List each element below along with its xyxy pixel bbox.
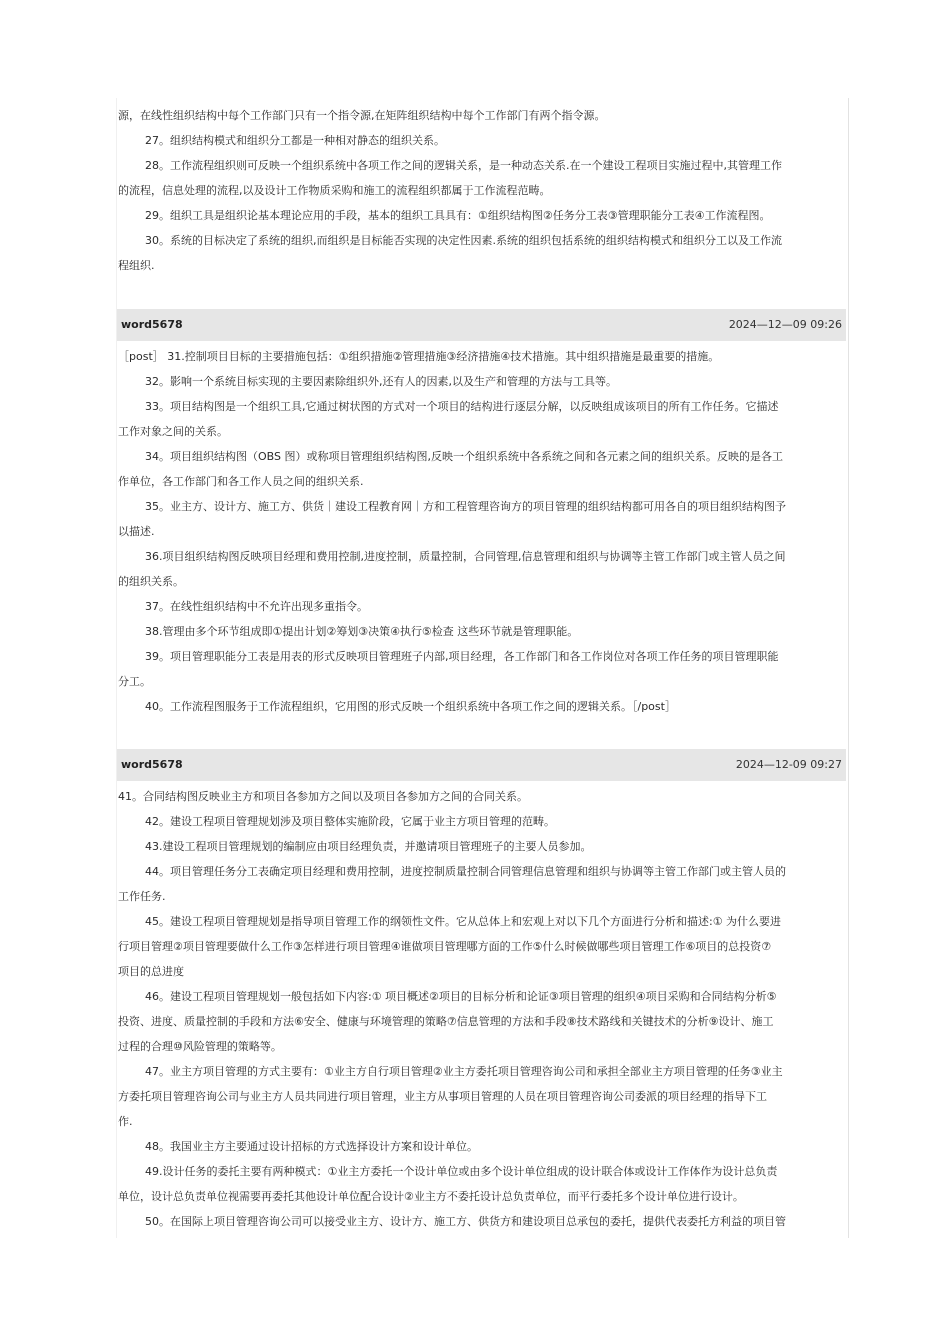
post-3-body [118,784,845,1234]
text-line: 43.建设工程项目管理规划的编制应由项目经理负责，并邀请项目管理班子的主要人员参加。 [145,840,592,853]
post-header [117,749,846,781]
post-2-body [118,344,845,719]
text-line: 44。项目管理任务分工表确定项目经理和费用控制，进度控制质量控制合同管理信息管理和组织与协调等主管工作部门或主管人员的 [145,865,786,878]
text-line: 以描述. [118,525,155,538]
text-line: 42。建设工程项目管理规划涉及项目整体实施阶段，它属于业主方项目管理的范畴。 [145,815,555,828]
text-line: 28。工作流程组织则可反映一个组织系统中各项工作之间的逻辑关系，是一种动态关系.在一个建设工程项目实施过程中,其管理工作 [145,159,782,172]
text-line: 作单位，各工作部门和各工作人员之间的组织关系. [118,475,364,488]
post-1-body [118,103,845,278]
text-line: 单位，设计总负责单位视需要再委托其他设计单位配合设计②业主方不委托设计总负责单位，而平行委托多个设计单位进行设计。 [118,1190,744,1203]
post-timestamp: 2024—12—09 09:26 [728,318,842,331]
text-line: 29。组织工具是组织论基本理论应用的手段，基本的组织工具具有：①组织结构图②任务分工表③管理职能分工表④工作流程图。 [145,209,771,222]
post-timestamp: 2024—12-09 09:27 [735,758,842,771]
text-line: 39。项目管理职能分工表是用表的形式反映项目管理班子内部,项目经理，各工作部门和各工作岗位对各项工作任务的项目管理职能 [145,650,779,663]
text-line: 49.设计任务的委托主要有两种模式：①业主方委托一个设计单位或由多个设计单位组成的设计联合体或设计工作体作为设计总负责 [145,1165,778,1178]
text-line: 27。组织结构模式和组织分工都是一种相对静态的组织关系。 [145,134,445,147]
text-line: 的组织关系。 [118,575,184,588]
post-header [117,309,846,341]
text-line: 38.管理由多个环节组成即①提出计划②筹划③决策④执行⑤检查 这些环节就是管理职能。 [145,625,579,638]
text-line: 48。我国业主方主要通过设计招标的方式选择设计方案和设计单位。 [145,1140,478,1153]
text-line: 过程的合理⑩风险管理的策略等。 [118,1040,282,1053]
text-line: 作. [118,1115,133,1128]
text-line: 分工。 [118,675,151,688]
text-line: 34。项目组织结构图（OBS 图）或称项目管理组织结构图,反映一个组织系统中各系统之间和各元素之间的组织关系。反映的是各工 [145,450,783,463]
text-line: 41。合同结构图反映业主方和项目各参加方之间以及项目各参加方之间的合同关系。 [118,790,528,803]
text-line: 投资、进度、质量控制的手段和方法⑥安全、健康与环境管理的策略⑦信息管理的方法和手段⑧技术路线和关键技术的分析⑨设计、施工 [118,1015,774,1028]
text-line: 工作任务. [118,890,166,903]
text-line: 37。在线性组织结构中不允许出现多重指令。 [145,600,368,613]
text-line: 项目的总进度 [118,965,184,978]
text-line: 源，在线性组织结构中每个工作部门只有一个指令源,在矩阵组织结构中每个工作部门有两个指令源。 [118,109,606,122]
text-line: 40。工作流程图服务于工作流程组织，它用图的形式反映一个组织系统中各项工作之间的逻辑关系。［/post］ [145,700,676,713]
text-line: 50。在国际上项目管理咨询公司可以接受业主方、设计方、施工方、供货方和建设项目总承包的委托，提供代表委托方利益的项目管 [145,1215,786,1228]
text-line: 工作对象之间的关系。 [118,425,228,438]
text-line: 45。建设工程项目管理规划是指导项目管理工作的纲领性文件。它从总体上和宏观上对以下几个方面进行分析和描述:① 为什么要进 [145,915,782,928]
text-line: 33。项目结构图是一个组织工具,它通过树状图的方式对一个项目的结构进行逐层分解，以反映组成该项目的所有工作任务。它描述 [145,400,779,413]
text-line: 36.项目组织结构图反映项目经理和费用控制,进度控制，质量控制，合同管理,信息管理和组织与协调等主管工作部门或主管人员之间 [145,550,786,563]
text-line: 46。建设工程项目管理规划一般包括如下内容:① 项目概述②项目的目标分析和论证③项目管理的组织④项目采购和合同结构分析⑤ [145,990,777,1003]
text-line: 程组织. [118,259,155,272]
post-author[interactable]: word5678 [121,318,183,331]
post-author[interactable]: word5678 [121,758,183,771]
text-line: 47。业主方项目管理的方式主要有：①业主方自行项目管理②业主方委托项目管理咨询公司和承担全部业主方项目管理的任务③业主 [145,1065,783,1078]
text-line: 32。影响一个系统目标实现的主要因素除组织外,还有人的因素,以及生产和管理的方法与工具等。 [145,375,617,388]
text-line: ［post］ 31.控制项目目标的主要措施包括：①组织措施②管理措施③经济措施④技术措施。其中组织措施是最重要的措施。 [118,350,720,363]
text-line: 35。业主方、设计方、施工方、供货｜建设工程教育网｜方和工程管理咨询方的项目管理的组织结构都可用各自的项目组织结构图予 [145,500,786,513]
text-line: 30。系统的目标决定了系统的组织,而组织是目标能否实现的决定性因素.系统的组织包括系统的组织结构模式和组织分工以及工作流 [145,234,782,247]
text-line: 方委托项目管理咨询公司与业主方人员共同进行项目管理，业主方从事项目管理的人员在项目管理咨询公司委派的项目经理的指导下工 [118,1090,767,1103]
text-line: 的流程，信息处理的流程,以及设计工作物质采购和施工的流程组织都属于工作流程范畴。 [118,184,551,197]
text-line: 行项目管理②项目管理要做什么工作③怎样进行项目管理④谁做项目管理哪方面的工作⑤什么时候做哪些项目管理工作⑥项目的总投资⑦ [118,940,772,953]
